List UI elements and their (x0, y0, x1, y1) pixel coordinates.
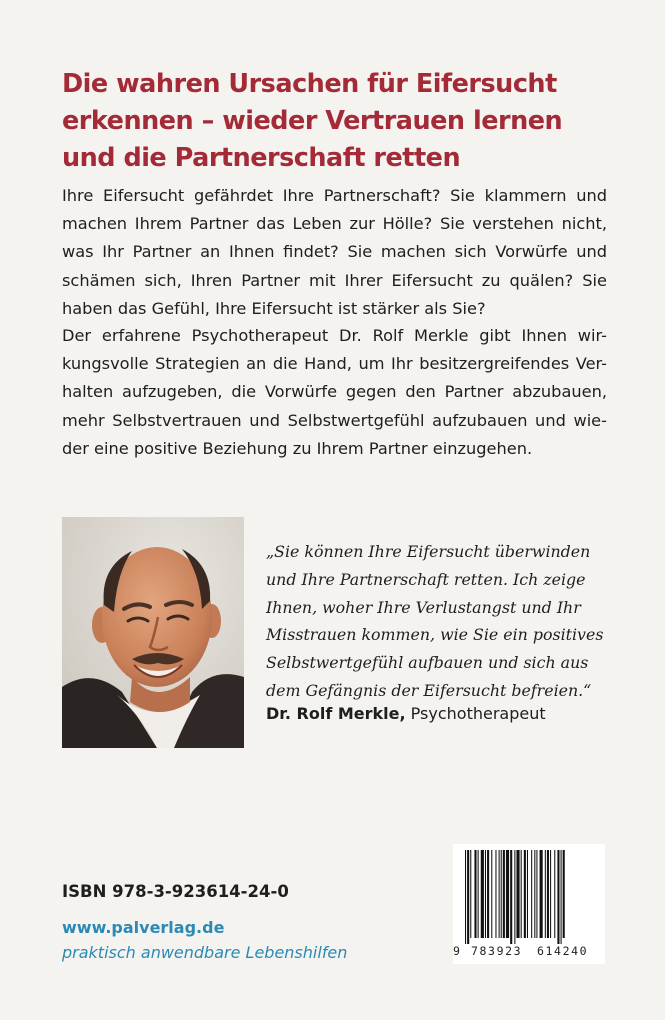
isbn: ISBN 978-3-923614-24-0 (62, 882, 289, 901)
text-line: was Ihr Partner an Ihnen findet? Sie machen sich Vorwürfe und (62, 242, 607, 262)
barcode-bar (501, 850, 502, 938)
barcode-bar (536, 850, 537, 938)
intro-paragraph (62, 182, 607, 323)
quote-line: Ihnen, woher Ihre Verlustangst und Ihr (266, 597, 581, 617)
barcode-bar (527, 850, 528, 938)
text-line: mehr Selbstvertrauen und Selbstwertgefühl aufzubauen und wie- (62, 410, 607, 430)
barcode-bar (554, 850, 555, 938)
barcode-bar (521, 850, 522, 938)
barcode-digits (453, 944, 605, 962)
barcode-bar (531, 850, 532, 938)
headline-line: Die wahren Ursachen für Eifersucht (62, 69, 557, 99)
barcode-bar (481, 850, 484, 938)
barcode-bar (474, 850, 476, 938)
barcode-bar (478, 850, 479, 938)
text-line: halten aufzugeben, die Vorwürfe gegen den Partner abzubauen, (62, 382, 607, 402)
quote-line: Misstrauen kommen, wie Sie ein positives (266, 625, 604, 645)
barcode-bar (510, 850, 512, 944)
barcode-bar (547, 850, 549, 938)
author-credit (266, 704, 546, 723)
barcode-bar (524, 850, 526, 938)
barcode-first-digit: 9 (453, 944, 460, 958)
barcode-bar (465, 850, 466, 944)
barcode-bar (557, 850, 559, 944)
text-line: der eine positive Beziehung zu Ihrem Partner einzugehen. (62, 438, 533, 458)
quote-line: und Ihre Partnerschaft retten. Ich zeige (266, 569, 586, 589)
barcode-bar (487, 850, 489, 938)
barcode-bar (495, 850, 496, 938)
text-line: Der erfahrene Psychotherapeut Dr. Rolf Merkle gibt Ihnen wir- (62, 326, 607, 345)
barcode-bar (485, 850, 486, 938)
author-quote (266, 538, 611, 705)
publisher-website-link[interactable]: www.palverlag.de (62, 918, 225, 937)
headline-line: und die Partnerschaft retten (62, 143, 461, 173)
author-photo (62, 517, 244, 748)
barcode-bar (540, 850, 543, 938)
text-line: kungsvolle Strategien an die Hand, um Ihr besitzergreifendes Ver- (62, 354, 607, 374)
quote-line: „Sie können Ihre Eifersucht überwinden (266, 542, 591, 561)
barcode-right-group: 614240 (537, 944, 589, 958)
barcode-bar (561, 850, 562, 944)
text-line: machen Ihrem Partner das Leben zur Hölle? Sie verstehen nicht, (62, 214, 607, 234)
barcode-bar (467, 850, 469, 944)
text-line: schämen sich, Ihren Partner mit Ihrer Eifersucht zu quälen? Sie (62, 270, 607, 290)
text-line: Ihre Eifersucht gefährdet Ihre Partnerschaft? Sie klammern und (62, 186, 607, 205)
author-portrait-illustration (62, 517, 244, 748)
barcode-bar (534, 850, 535, 938)
barcode-bar (503, 850, 505, 938)
headline-line: erkennen – wieder Vertrauen lernen (62, 106, 563, 136)
barcode-bar (514, 850, 515, 944)
text-line: haben das Gefühl, Ihre Eifersucht ist stärker als Sie? (62, 298, 486, 318)
description-paragraph (62, 322, 607, 463)
author-name: Dr. Rolf Merkle, (266, 704, 406, 723)
barcode-bar (516, 850, 519, 938)
barcode-bar (491, 850, 492, 938)
quote-line: dem Gefängnis der Eifersucht befreien.“ (266, 680, 592, 700)
barcode-bar (499, 850, 500, 938)
author-role: Psychotherapeut (405, 704, 546, 723)
quote-line: Selbstwertgefühl aufbauen und sich aus (266, 653, 589, 673)
barcode-bar (506, 850, 509, 938)
barcode-bar (545, 850, 546, 938)
headline (62, 66, 622, 177)
barcode-bar (563, 850, 565, 938)
publisher-tagline: praktisch anwendbare Lebenshilfen (62, 943, 348, 962)
barcode-bar (550, 850, 551, 938)
barcode-bars (453, 844, 605, 944)
barcode-left-group: 783923 (471, 944, 523, 958)
barcode-bar (470, 850, 471, 938)
